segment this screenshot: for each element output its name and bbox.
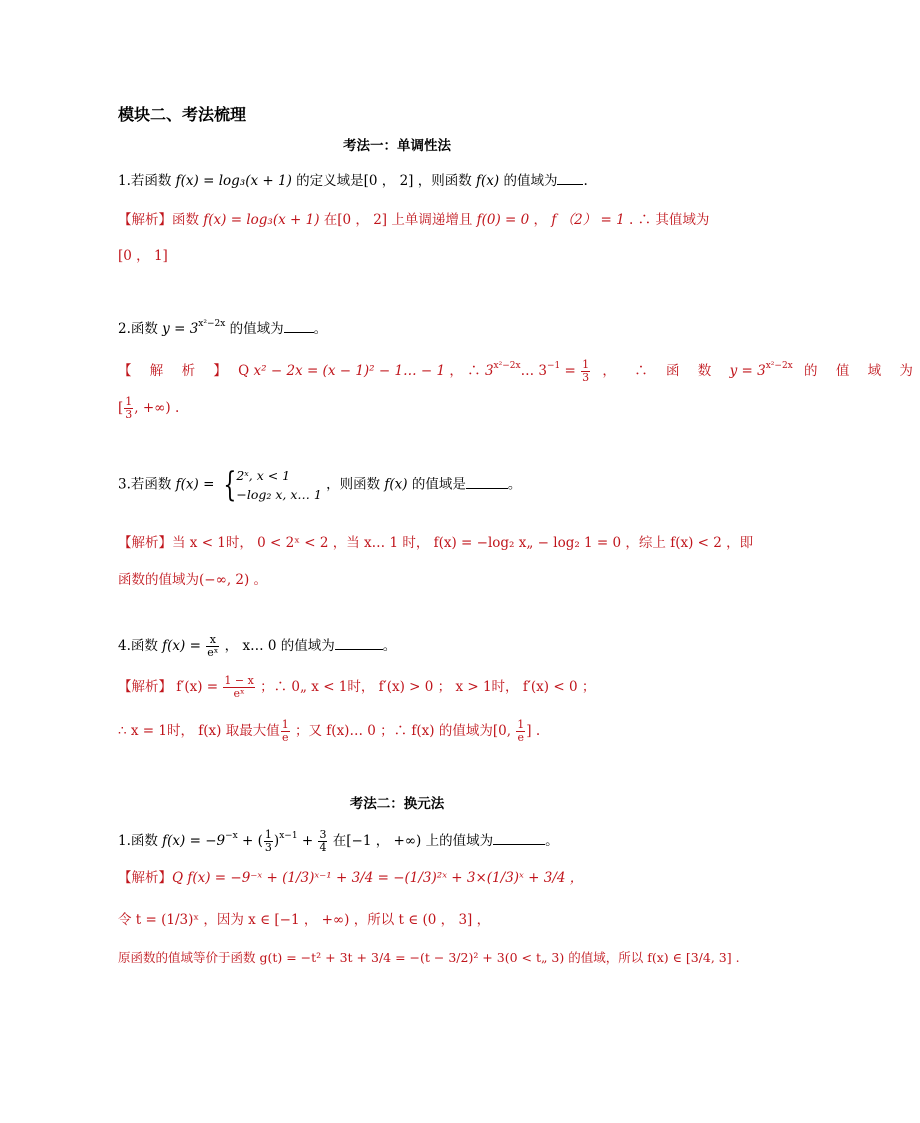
fraction: $\frac{1 - x}{\text{eˣ}}$: [224, 674, 254, 700]
problem-3-question: 3.若函数 f(x) = { 2ˣ, x < 1 −log₂ x, x… 1 ，则函数 f(x) 的值域是 。: [118, 465, 522, 505]
problem-2-solution-line-1: 【 解 析 】 Q x² − 2x = (x − 1)² − 1… − 1 ， ∴ $3^{x^2-2x}\dots$ $3^{-1}$ = $\frac{1}{3}$ ， ∴ 函 数 $y = 3^{x^2-2x}$ 的 值 域 为: [118, 358, 920, 384]
problem-5-question: 1.函数 $f(x) = -9^{-x}$ + ( $\frac{1}{3}$ )$^{x-1}$ + $\frac{3}{4}$ 在[−1 ， +∞) 上的值域为 。: [118, 828, 559, 854]
answer-blank: [557, 170, 583, 185]
fraction: $\frac{x}{\text{eˣ}}$: [207, 633, 219, 659]
problem-2-question: 2.函数 $y = 3^{x^2-2x}$ 的值域为 。: [118, 319, 328, 337]
fraction: $\frac{1}{3}$: [582, 358, 590, 384]
problem-4-solution-line-1: 【解析】 f′(x) = $\frac{1 - x}{\text{eˣ}}$ ；∴ 0„ x < 1时， f′(x) > 0 ； x > 1时， f′(x) < 0 ；: [118, 674, 596, 700]
section-title-2: 考法二：换元法: [349, 796, 445, 812]
problem-5-solution-line-3: 原函数的值域等价于函数 g(t) = −t² + 3t + 3/4 = −(t − 3/2)² + 3(0 < t„ 3) 的值域，所以 f(x) ∈ [3/4, 3] .: [118, 950, 740, 965]
answer-blank: [335, 635, 383, 650]
problem-3-solution-line-2: 函数的值域为(−∞, 2) 。: [118, 572, 268, 588]
fraction: $\frac{3}{4}$: [319, 828, 327, 854]
problem-1-solution-line-1: 【解析】函数 f(x) = log₃(x + 1) 在[0 ， 2] 上单调递增且 f(0) = 0 ， f （2） = 1 . ∴ 其值域为: [118, 212, 710, 228]
fraction: $\frac{1}{e}$: [281, 718, 289, 744]
fraction: $\frac{1}{3}$: [125, 395, 133, 421]
problem-3-solution-line-1: 【解析】当 x < 1时， 0 < 2ˣ < 2 ，当 x… 1 时， f(x) = −log₂ x„ − log₂ 1 = 0 ，综上 f(x) < 2 ，即: [118, 535, 754, 551]
fraction: $\frac{1}{e}$: [517, 718, 525, 744]
problem-5-solution-line-2: 令 t = (1/3)ˣ ，因为 x ∈ [−1 ， +∞) ，所以 t ∈ (0 ， 3] ，: [118, 912, 491, 928]
answer-blank: [466, 474, 508, 489]
answer-blank: [284, 318, 314, 333]
problem-4-solution-line-2: ∴ x = 1时， f(x) 取最大值 $\frac{1}{e}$ ；又 f(x)… 0 ；∴ f(x) 的值域为[0, $\frac{1}{e}$ ] .: [118, 718, 541, 744]
answer-blank: [493, 830, 545, 845]
fraction: $\frac{1}{3}$: [264, 828, 272, 854]
problem-1-question: 1.若函数 f(x) = log₃(x + 1) 的定义域是[0 ， 2] ，则函数 f(x) 的值域为 .: [118, 170, 588, 191]
brace: {: [223, 465, 237, 505]
module-heading: 模块二、考法梳理: [118, 105, 247, 124]
problem-2-solution-line-2: [ $\frac{1}{3}$ , +∞) .: [118, 395, 180, 421]
problem-5-solution-line-1: 【解析】Q f(x) = −9⁻ˣ + (1/3)ˣ⁻¹ + 3/4 = −(1/3)²ˣ + 3×(1/3)ˣ + 3/4 ，: [118, 870, 584, 886]
section-title-1: 考法一：单调性法: [343, 138, 451, 154]
problem-1-solution-line-2: [0 ， 1]: [118, 248, 168, 264]
piecewise-cases: 2ˣ, x < 1 −log₂ x, x… 1: [236, 468, 322, 502]
problem-4-question: 4.函数 f(x) = $\frac{x}{\text{eˣ}}$ ， x… 0 的值域为 。: [118, 633, 397, 659]
